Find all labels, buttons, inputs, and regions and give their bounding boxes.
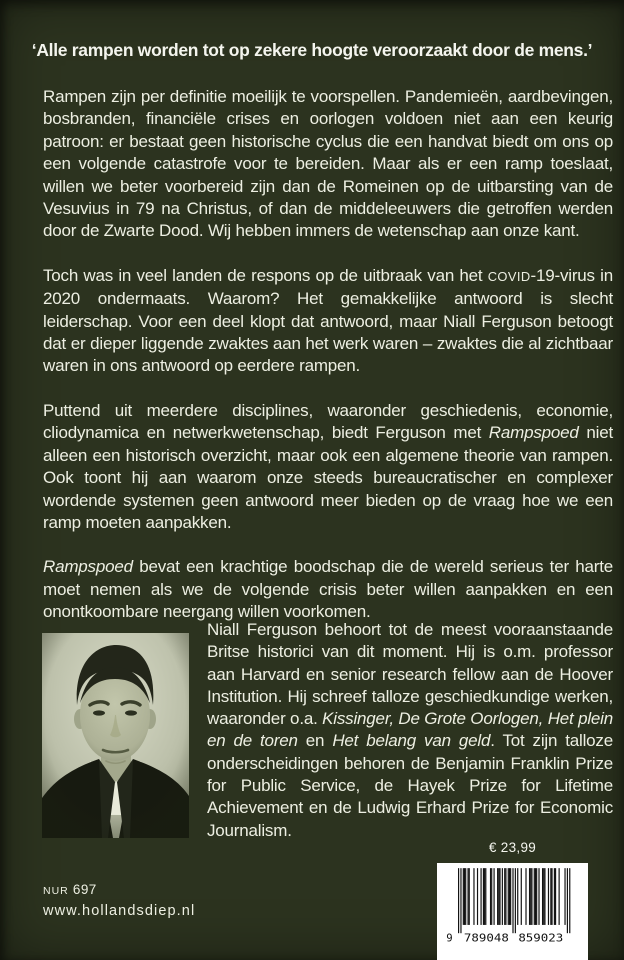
blurb-paragraph-3: Puttend uit meerdere disciplines, waaronder geschiedenis, economie, cliodynamica en netwerkwetenschap, biedt Ferguson met Rampspoed niet alleen een historisch overzicht, maar ook een algemene theorie van rampen. Ook toont hij aan waarom onze steeds bureaucratischer en complexer wordende systemen geen antwoord meer bieden op de vraag hoe we een ramp moeten aanpakken. <box>43 400 613 532</box>
svg-text:9: 9 <box>445 931 453 944</box>
publisher-website: www.hollandsdiep.nl <box>43 903 196 919</box>
blurb-paragraph-4: Rampspoed bevat een krachtige boodschap die de wereld serieus ter harte moet nemen als we de volgende crisis beter willen aanpakken en een onontkoombare neergang willen voorkomen. <box>43 557 613 622</box>
blurb-paragraph-1: Rampen zijn per definitie moeilijk te voorspellen. Pandemieën, aardbevingen, bosbranden, financiële crises en oorlogen voldoen niet aan een keurig patroon: er bestaat geen historische cyclus die een handvat biedt om ons op een volgende catastrofe voor te bereiden. Maar als er een ramp toeslaat, willen we beter voorbereid zijn dan de Romeinen op de uitbarsting van de Vesuvius in 79 na Christus, of dan de middeleeuwers die getroffen werden door de Zwarte Dood. Wij hebben immers de wetenschap aan onze kant. <box>43 87 613 241</box>
nur-value: 697 <box>72 882 97 897</box>
nur-label: NUR <box>43 885 69 897</box>
blurb-paragraph-2: Toch was in veel landen de respons op de uitbraak van het COVID-19-virus in 2020 ondermaats. Waarom? Het gemakkelijke antwoord is slecht leiderschap. Voor een deel klopt dat antwoord, maar Niall Ferguson betoogt dat er dieper liggende zwaktes aan het werk waren – zwaktes die al zichtbaar waren in ons antwoord op eerdere rampen. <box>43 265 613 376</box>
author-bio: Niall Ferguson behoort tot de meest vooraanstaande Britse historici van dit moment. Hij is o.m. professor aan Harvard en senior research fellow aan de Hoover Institution. Hij schreef talloze geschiedkundige werken, waaronder o.a. Kissinger, De Grote Oorlogen, Het plein en de toren en Het belang van geld. Tot zijn talloze onderscheidingen behoren de Benjamin Franklin Prize for Public Service, de Hayek Prize for Lifetime Achievement en de Ludwig Erhard Prize for Economic Journalism. <box>207 620 613 840</box>
svg-text:789048: 789048 <box>463 931 509 944</box>
barcode <box>437 863 588 960</box>
author-photo <box>42 633 189 838</box>
blurb <box>43 86 613 646</box>
barcode-bars <box>445 868 581 944</box>
tagline-quote: ‘Alle rampen worden tot op zekere hoogte veroorzaakt door de mens.’ <box>31 40 593 60</box>
price-label: € 23,99 <box>488 840 537 855</box>
nur-code <box>43 882 97 897</box>
svg-text:859023: 859023 <box>517 931 563 944</box>
